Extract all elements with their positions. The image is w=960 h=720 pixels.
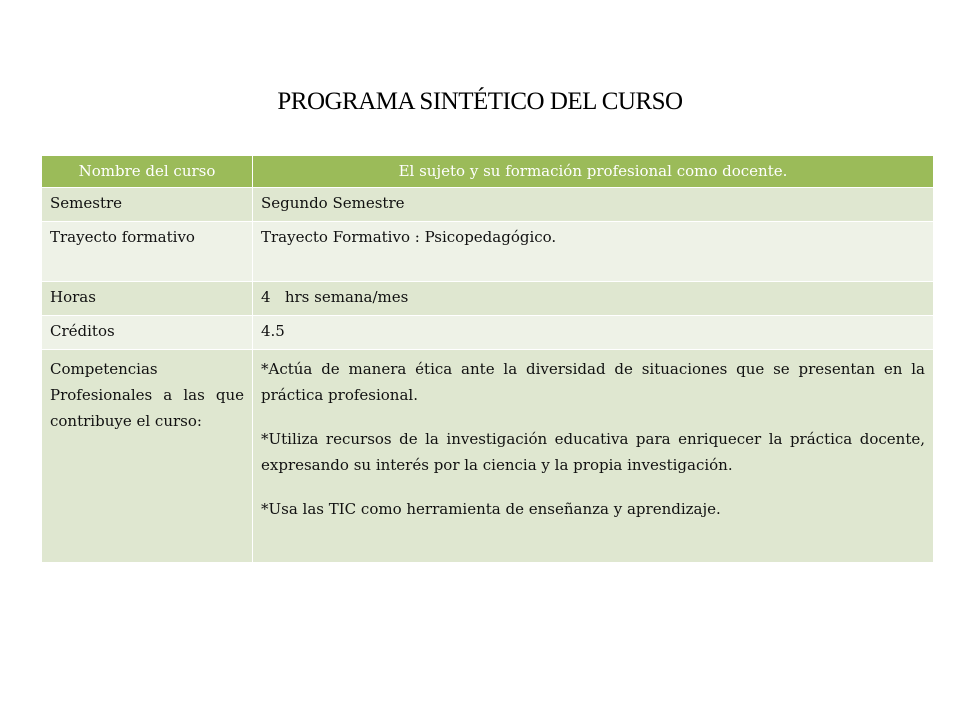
credits-label: Créditos [42,316,253,350]
competency-item: *Usa las TIC como herramienta de enseñanza y aprendizaje. [261,500,721,518]
competency-item: *Utiliza recursos de la investigación educativa para enriquecer la práctica docente, expresando su interés por la ciencia y la propia investigación. [261,430,925,474]
hours-label: Horas [42,282,253,316]
credits-value: 4.5 [253,316,934,350]
training-path-value: Trayecto Formativo : Psicopedagógico. [253,222,934,282]
semester-value: Segundo Semestre [253,188,934,222]
hours-value: 4 hrs semana/mes [253,282,934,316]
course-name-value: El sujeto y su formación profesional como docente. [253,156,934,188]
table-row [42,188,934,222]
table-row [42,282,934,316]
table-header-row [42,156,934,188]
course-table [42,156,934,563]
competency-item: *Actúa de manera ética ante la diversidad de situaciones que se presentan en la práctica profesional. [261,360,925,404]
training-path-label: Trayecto formativo [42,222,253,282]
table-row [42,222,934,282]
semester-label: Semestre [42,188,253,222]
table-row [42,316,934,350]
table-row [42,350,934,563]
page-title: PROGRAMA SINTÉTICO DEL CURSO [277,88,683,115]
competencies-value [253,350,934,563]
course-name-label: Nombre del curso [42,156,253,188]
competencies-label: Competencias Profesionales a las que contribuye el curso: [42,350,253,563]
